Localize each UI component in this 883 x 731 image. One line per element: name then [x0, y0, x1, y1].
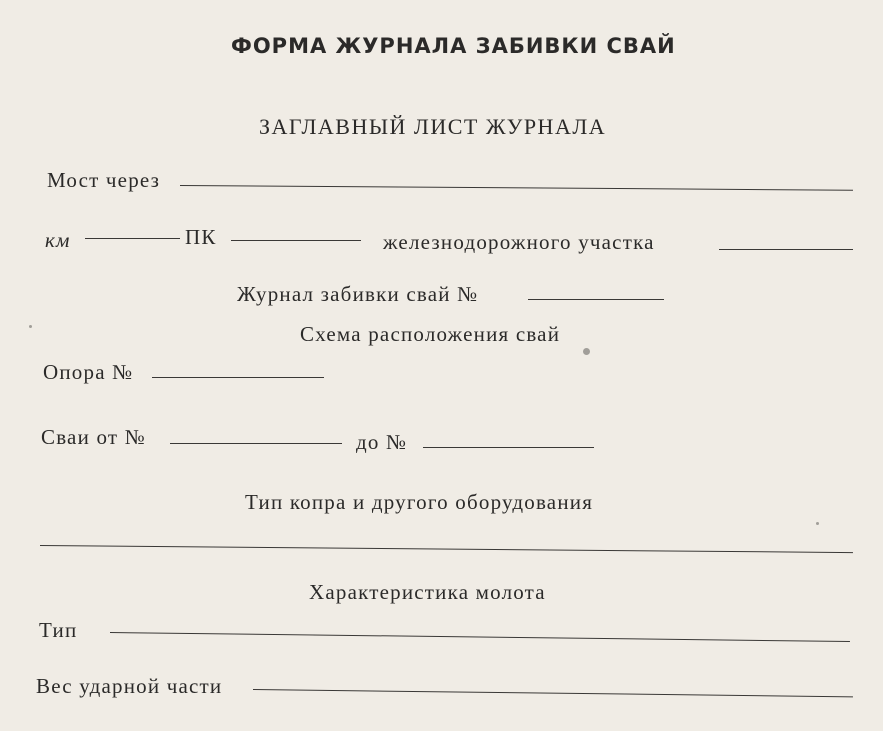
km-field-line[interactable]	[85, 238, 180, 239]
journal-number-line[interactable]	[528, 299, 664, 300]
weight-field-line[interactable]	[253, 689, 853, 697]
support-label: Опора №	[43, 360, 134, 384]
km-label: км	[45, 228, 71, 252]
form-title: ФОРМА ЖУРНАЛА ЗАБИВКИ СВАЙ	[231, 34, 676, 58]
section-field-line[interactable]	[719, 249, 853, 250]
piles-to-label: до №	[356, 430, 408, 454]
hammer-type-label: Тип	[39, 618, 78, 642]
equipment-field-line[interactable]	[40, 545, 853, 553]
pk-label: ПК	[185, 225, 217, 249]
paper-speck	[816, 522, 819, 525]
form-subtitle: ЗАГЛАВНЫЙ ЛИСТ ЖУРНАЛА	[259, 114, 607, 139]
section-label: железнодорожного участка	[383, 230, 655, 254]
bridge-field-line[interactable]	[180, 185, 853, 191]
piles-to-line[interactable]	[423, 447, 594, 448]
piles-from-line[interactable]	[170, 443, 342, 444]
scheme-heading: Схема расположения свай	[300, 322, 561, 346]
hammer-type-line[interactable]	[110, 632, 850, 642]
weight-label: Вес ударной части	[36, 674, 223, 698]
paper-speck	[29, 325, 32, 328]
journal-label: Журнал забивки свай №	[237, 282, 479, 306]
piles-from-label: Сваи от №	[41, 425, 146, 449]
pk-field-line[interactable]	[231, 240, 361, 241]
support-number-line[interactable]	[152, 377, 324, 378]
equipment-heading: Тип копра и другого оборудования	[245, 490, 594, 514]
bridge-label: Мост через	[47, 168, 161, 192]
hammer-heading: Характеристика молота	[309, 580, 546, 604]
paper-speck	[583, 348, 590, 355]
